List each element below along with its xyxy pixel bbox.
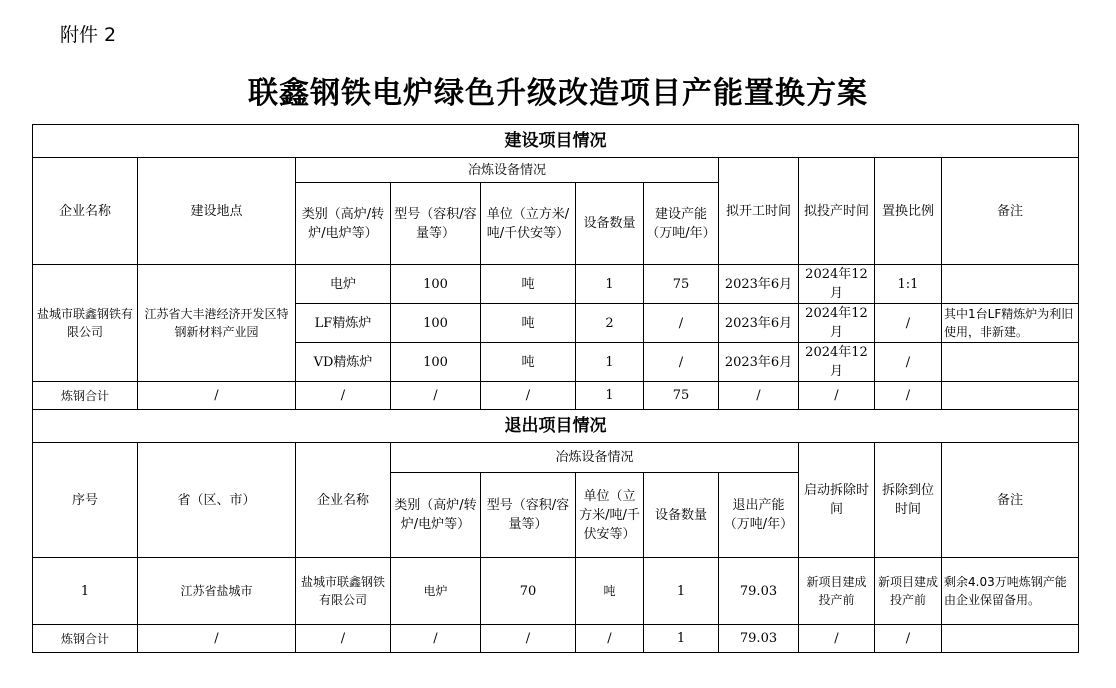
build-total-count: 1 <box>576 382 644 410</box>
exit-header-seq: 序号 <box>33 443 138 558</box>
exit-row-dismantle-end: 新项目建成投产前 <box>875 558 942 625</box>
build-total-capacity: 75 <box>644 382 719 410</box>
build-row1-remark <box>942 265 1079 304</box>
build-row2-start: 2023年6月 <box>719 304 799 343</box>
build-total-ratio: / <box>875 382 942 410</box>
build-header-unit: 单位（立方米/吨/千伏安等） <box>481 183 576 265</box>
build-row2-capacity: / <box>644 304 719 343</box>
exit-header-count: 设备数量 <box>644 473 719 558</box>
table-row <box>33 382 1079 410</box>
exit-row-company: 盐城市联鑫钢铁有限公司 <box>296 558 391 625</box>
exit-header-company: 企业名称 <box>296 443 391 558</box>
build-location-cell: 江苏省大丰港经济开发区特钢新材料产业园 <box>138 265 296 382</box>
build-section-title: 建设项目情况 <box>33 125 1079 158</box>
build-row1-capacity: 75 <box>644 265 719 304</box>
exit-header-unit: 单位（立方米/吨/千伏安等） <box>576 473 644 558</box>
build-total-location: / <box>138 382 296 410</box>
exit-header-remark: 备注 <box>942 443 1079 558</box>
build-row2-count: 2 <box>576 304 644 343</box>
build-company-cell: 盐城市联鑫钢铁有限公司 <box>33 265 138 382</box>
build-row3-ratio: / <box>875 343 942 382</box>
exit-header-capacity: 退出产能（万吨/年） <box>719 473 799 558</box>
build-row1-count: 1 <box>576 265 644 304</box>
build-row2-unit: 吨 <box>481 304 576 343</box>
build-total-remark <box>942 382 1079 410</box>
table-row <box>33 265 1079 304</box>
build-total-production: / <box>799 382 875 410</box>
exit-row-seq: 1 <box>33 558 138 625</box>
build-total-unit: / <box>481 382 576 410</box>
build-row3-count: 1 <box>576 343 644 382</box>
build-total-category: / <box>296 382 391 410</box>
exit-total-province: / <box>138 625 296 653</box>
build-row2-category: LF精炼炉 <box>296 304 391 343</box>
exit-row-remark: 剩余4.03万吨炼钢产能由企业保留备用。 <box>942 558 1079 625</box>
build-header-category: 类别（高炉/转炉/电炉等） <box>296 183 391 265</box>
build-header-capacity: 建设产能（万吨/年） <box>644 183 719 265</box>
attachment-label: 附件 2 <box>60 24 117 46</box>
build-header-location: 建设地点 <box>138 158 296 265</box>
exit-header-dismantle-start: 启动拆除时间 <box>799 443 875 558</box>
exit-row-count: 1 <box>644 558 719 625</box>
exit-total-capacity: 79.03 <box>719 625 799 653</box>
exit-header-category: 类别（高炉/转炉/电炉等） <box>391 473 481 558</box>
exit-header-model: 型号（容积/容量等） <box>481 473 576 558</box>
page-title: 联鑫钢铁电炉绿色升级改造项目产能置换方案 <box>248 76 868 111</box>
build-row3-production: 2024年12月 <box>799 343 875 382</box>
build-row3-remark <box>942 343 1079 382</box>
build-total-start: / <box>719 382 799 410</box>
exit-total-dismantle-start: / <box>799 625 875 653</box>
build-header-ratio: 置换比例 <box>875 158 942 265</box>
exit-equipment-group-header: 冶炼设备情况 <box>391 443 799 473</box>
exit-total-count: 1 <box>644 625 719 653</box>
exit-section-title: 退出项目情况 <box>33 410 1079 443</box>
build-row3-model: 100 <box>391 343 481 382</box>
build-header-model: 型号（容积/容量等） <box>391 183 481 265</box>
exit-row-category: 电炉 <box>391 558 481 625</box>
exit-total-model: / <box>481 625 576 653</box>
build-header-remark: 备注 <box>942 158 1079 265</box>
table-row <box>33 625 1079 653</box>
exit-row-capacity: 79.03 <box>719 558 799 625</box>
build-header-start: 拟开工时间 <box>719 158 799 265</box>
build-header-production: 拟投产时间 <box>799 158 875 265</box>
build-header-company: 企业名称 <box>33 158 138 265</box>
table-row <box>33 558 1079 625</box>
exit-total-remark <box>942 625 1079 653</box>
exit-header-dismantle-end: 拆除到位时间 <box>875 443 942 558</box>
build-remark-cell: 其中1台LF精炼炉为利旧使用，非新建。 <box>942 304 1079 343</box>
build-row2-ratio: / <box>875 304 942 343</box>
exit-total-company: / <box>296 625 391 653</box>
build-total-model: / <box>391 382 481 410</box>
build-row1-ratio: 1:1 <box>875 265 942 304</box>
build-row3-capacity: / <box>644 343 719 382</box>
exit-total-label: 炼钢合计 <box>33 625 138 653</box>
build-row2-production: 2024年12月 <box>799 304 875 343</box>
exit-row-unit: 吨 <box>576 558 644 625</box>
build-row1-model: 100 <box>391 265 481 304</box>
exit-total-dismantle-end: / <box>875 625 942 653</box>
build-row1-production: 2024年12月 <box>799 265 875 304</box>
capacity-replacement-table <box>32 124 1079 653</box>
exit-total-unit: / <box>576 625 644 653</box>
build-row1-category: 电炉 <box>296 265 391 304</box>
exit-row-model: 70 <box>481 558 576 625</box>
build-header-count: 设备数量 <box>576 183 644 265</box>
exit-row-dismantle-start: 新项目建成投产前 <box>799 558 875 625</box>
build-row3-unit: 吨 <box>481 343 576 382</box>
exit-total-category: / <box>391 625 481 653</box>
build-row2-model: 100 <box>391 304 481 343</box>
build-row3-category: VD精炼炉 <box>296 343 391 382</box>
build-equipment-group-header: 冶炼设备情况 <box>296 158 719 183</box>
build-row1-start: 2023年6月 <box>719 265 799 304</box>
build-total-label: 炼钢合计 <box>33 382 138 410</box>
exit-row-province: 江苏省盐城市 <box>138 558 296 625</box>
build-row3-start: 2023年6月 <box>719 343 799 382</box>
build-row1-unit: 吨 <box>481 265 576 304</box>
exit-header-province: 省（区、市） <box>138 443 296 558</box>
